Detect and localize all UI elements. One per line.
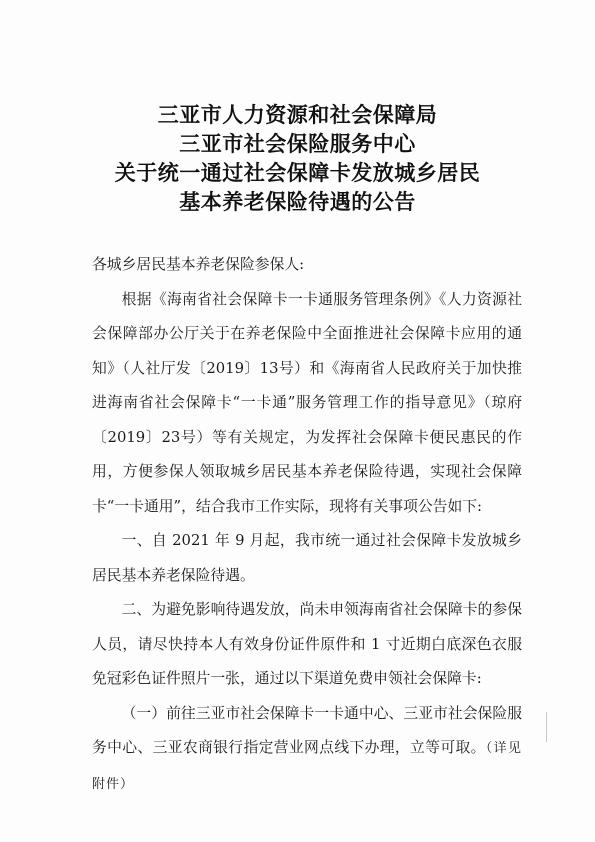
paragraph-item-2: 二、为避免影响待遇发放，尚未申领海南省社会保障卡的参保人员，请尽快持本人有效身份证件原件和 1 寸近期白底深色衣服免冠彩色证件照片一张，通过以下渠道免费申领社会保障卡: [92, 601, 522, 687]
paragraph-subitem-1 [92, 697, 522, 803]
document-body [92, 248, 522, 802]
document-title [0, 100, 595, 216]
subitem-1-text: （一）前往三亚市社会保障卡一卡通中心、三亚市社会保险服务中心、三亚农商银行指定营业网点线下办理，立等可取。 [92, 704, 522, 756]
title-line-1: 三亚市人力资源和社会保障局 [157, 102, 438, 127]
title-line-2: 三亚市社会保险服务中心 [179, 131, 416, 156]
salutation: 各城乡居民基本养老保险参保人: [92, 256, 305, 273]
title-line-3: 关于统一通过社会保障卡发放城乡居民 [114, 160, 481, 185]
see-attachment-note: （详见附件） [92, 741, 522, 792]
paragraph-item-1: 一、自 2021 年 9 月起，我市统一通过社会保障卡发放城乡居民基本养老保险待遇。 [92, 532, 522, 584]
title-line-4: 基本养老保险待遇的公告 [179, 189, 416, 214]
paragraph-basis: 根据《海南省社会保障卡一卡通服务管理条例》《人力资源社会保障部办公厅关于在养老保险中全面推进社会保障卡应用的通知》（人社厅发〔2019〕13号）和《海南省人民政府关于加快推进海南省社会保障卡“一卡通”服务管理工作的指导意见》（琼府〔2019〕23号）等有关规定，为发挥社会保障卡便民惠民的作用，方便参保人领取城乡居民基本养老保险待遇，实现社会保障卡“一卡通用”，结合我市工作实际，现将有关事项公告如下: [92, 290, 522, 515]
scan-artifact-line [546, 712, 547, 742]
